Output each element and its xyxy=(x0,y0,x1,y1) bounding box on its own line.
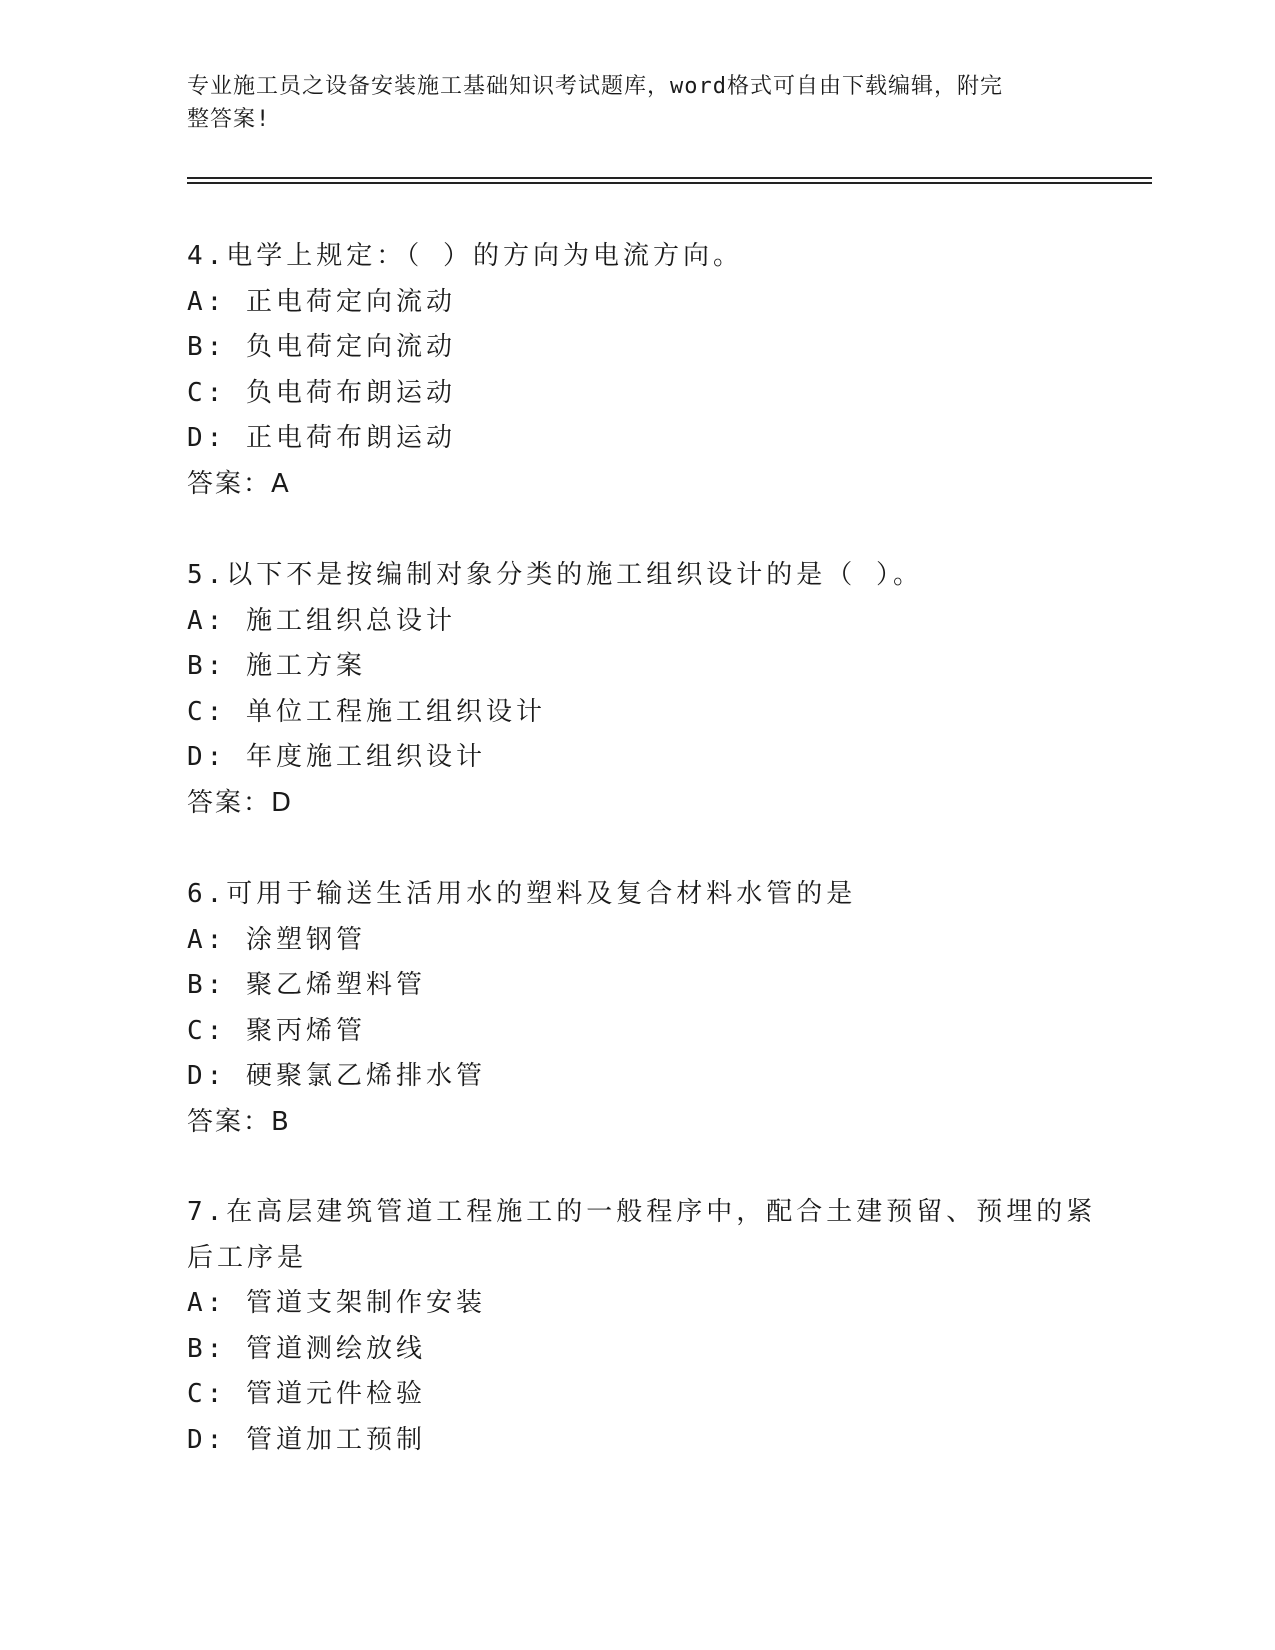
header-divider-bottom xyxy=(187,182,1152,184)
option-c: C: 单位工程施工组织设计 xyxy=(187,696,546,727)
document-header xyxy=(187,70,1067,136)
question-text-line-1: 7.在高层建筑管道工程施工的一般程序中，配合土建预留、预埋的紧 xyxy=(187,1197,1097,1227)
question-text-line-2: 后工序是 xyxy=(187,1242,308,1273)
option-d: D: 硬聚氯乙烯排水管 xyxy=(187,1061,486,1091)
option-c: C: 聚丙烯管 xyxy=(187,1015,366,1046)
header-line-1: 专业施工员之设备安装施工基础知识考试题库，word格式可自由下载编辑，附完 xyxy=(187,74,1003,99)
question-6 xyxy=(187,872,1087,1145)
option-d: D: 正电荷布朗运动 xyxy=(187,423,456,453)
answer-line: 答案：B xyxy=(187,1106,291,1137)
header-line-2: 整答案! xyxy=(187,107,271,132)
option-a: A: 管道支架制作安装 xyxy=(187,1288,486,1318)
answer-line: 答案：D xyxy=(187,787,294,818)
header-divider-top xyxy=(187,177,1152,179)
option-a: A: 施工组织总设计 xyxy=(187,605,456,636)
option-b: B: 施工方案 xyxy=(187,651,366,681)
option-b: B: 负电荷定向流动 xyxy=(187,332,456,362)
question-4 xyxy=(187,234,1087,507)
question-5 xyxy=(187,553,1087,826)
option-b: B: 聚乙烯塑料管 xyxy=(187,970,426,1000)
answer-line: 答案：A xyxy=(187,468,291,499)
question-text: 4.电学上规定：（ ）的方向为电流方向。 xyxy=(187,241,743,271)
option-b: B: 管道测绘放线 xyxy=(187,1333,426,1364)
question-text: 6.可用于输送生活用水的塑料及复合材料水管的是 xyxy=(187,879,857,909)
option-c: C: 负电荷布朗运动 xyxy=(187,377,456,408)
option-a: A: 涂塑钢管 xyxy=(187,924,366,955)
option-a: A: 正电荷定向流动 xyxy=(187,286,456,317)
option-d: D: 管道加工预制 xyxy=(187,1424,426,1455)
option-d: D: 年度施工组织设计 xyxy=(187,742,486,772)
question-text: 5.以下不是按编制对象分类的施工组织设计的是（ ）。 xyxy=(187,560,923,590)
question-7 xyxy=(187,1190,1097,1463)
option-c: C: 管道元件检验 xyxy=(187,1379,426,1409)
